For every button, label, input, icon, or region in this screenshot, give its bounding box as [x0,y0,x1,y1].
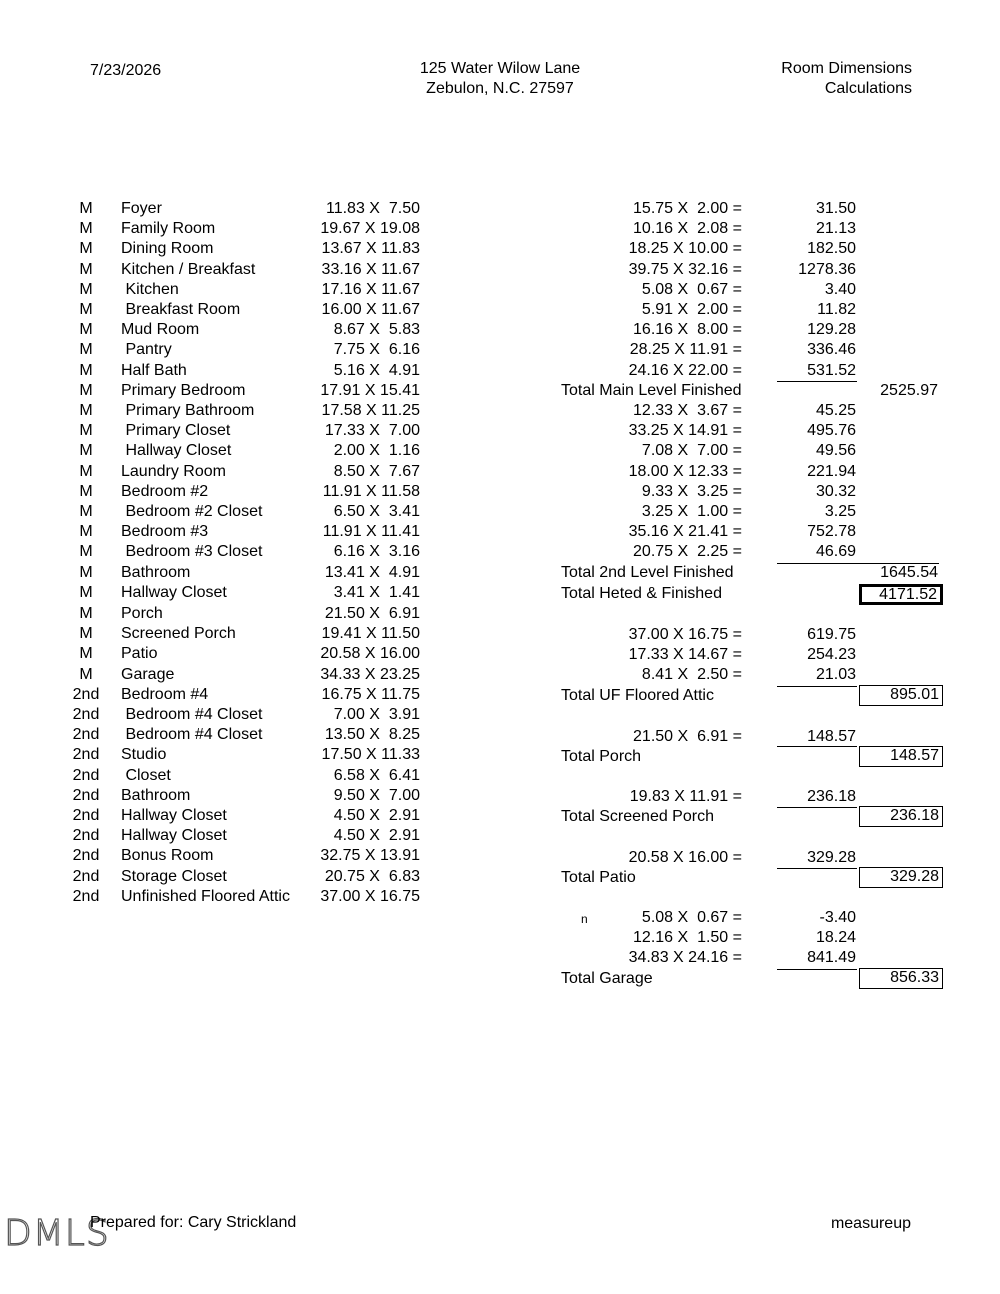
room-dimensions: 6.58 X 6.41 [329,766,420,784]
calc-expression: 5.08 X 0.67 = [637,909,742,926]
calc-value: 49.56 [815,442,856,460]
room-name: Hallway Closet [121,583,227,601]
calc-value: 254.23 [807,646,856,664]
room-dimensions: 20.58 X 16.00 [320,645,420,663]
calc-expression: 19.83 X 11.91 = [629,788,742,806]
calc-expression: 5.08 X 0.67 = [637,280,742,298]
calc-value: 30.32 [815,482,856,500]
room-level: M [79,361,93,379]
room-name: Primary Closet [121,422,231,440]
calc-value: 148.57 [807,727,856,745]
room-level: M [79,503,93,520]
room-name: Garage [121,665,175,683]
calc-expression: 10.16 X 2.08 = [633,220,742,238]
room-dimensions: 13.50 X 8.25 [324,726,420,744]
room-level: M [79,442,93,460]
room-name: Bedroom #4 Closet [121,726,263,744]
room-dimensions: 16.00 X 11.67 [321,301,420,318]
room-level: M [79,422,93,440]
room-dimensions: 17.33 X 7.00 [324,422,420,440]
total-patio-label: Total Patio [561,869,636,886]
room-level: M [79,625,93,643]
room-name: Pantry [121,341,172,359]
sum-underline [777,868,857,869]
total-main-level-label: Total Main Level Finished [561,381,742,399]
calc-expression: 8.41 X 2.50 = [637,666,742,684]
room-level: M [79,563,93,581]
room-dimensions: 8.67 X 5.83 [329,321,420,339]
calc-expression: 18.25 X 10.00 = [628,240,742,258]
room-level: 2nd [72,827,100,845]
calc-value: 221.94 [807,462,856,480]
room-level: M [79,220,93,238]
total-porch-value: 148.57 [859,746,943,767]
room-dimensions: 6.16 X 3.16 [329,543,420,561]
room-level: M [79,260,93,278]
watermark-logo: DMLS [4,1213,110,1254]
room-name: Half Bath [121,361,187,379]
calc-value: -3.40 [819,909,856,926]
room-dimensions: 11.91 X 11.58 [322,482,420,500]
room-name: Hallway Closet [121,442,232,460]
room-dimensions: 19.41 X 11.50 [321,625,420,643]
address-line-1: 125 Water Wilow Lane [419,60,581,77]
room-dimensions: 16.75 X 11.75 [321,685,420,703]
room-level: 2nd [72,847,100,865]
doc-title-line-1: Room Dimensions [781,60,912,77]
calc-value: 752.78 [807,523,856,541]
room-name: Laundry Room [121,462,226,480]
doc-title-line-2: Calculations [824,80,912,97]
calc-expression: 12.33 X 3.67 = [633,402,742,419]
room-level: 2nd [72,706,100,723]
room-dimensions: 7.00 X 3.91 [329,706,420,723]
room-level: M [79,645,93,663]
room-name: Breakfast Room [121,301,241,318]
calc-expression: 12.16 X 1.50 = [633,929,742,947]
total-screened-porch-label: Total Screened Porch [561,808,714,826]
calc-expression: 16.16 X 8.00 = [633,321,742,339]
total-heated-label: Total Heted & Finished [561,584,722,602]
total-heated-value: 4171.52 [859,584,943,605]
address-line-2: Zebulon, N.C. 27597 [426,80,574,97]
room-dimensions: 8.50 X 7.67 [329,462,420,480]
room-level: M [79,321,93,339]
calc-expression: 21.50 X 6.91 = [633,727,742,745]
calc-value: 21.13 [815,220,856,238]
room-dimensions: 11.83 X 7.50 [326,200,420,217]
room-dimensions: 33.16 X 11.67 [321,260,420,278]
room-name: Primary Bathroom [121,402,255,419]
room-level: M [79,341,93,359]
room-name: Bedroom #4 [121,685,209,703]
room-name: Family Room [121,220,216,238]
room-level: M [79,665,93,683]
room-name: Studio [121,746,167,764]
calc-expression: 7.08 X 7.00 = [637,442,742,460]
calc-value: 18.24 [815,929,856,947]
room-dimensions: 7.75 X 6.16 [329,341,420,359]
room-level: M [79,280,93,298]
calc-value: 236.18 [807,788,856,806]
room-dimensions: 11.91 X 11.41 [322,523,420,541]
calc-value: 11.82 [817,301,856,318]
room-name: Hallway Closet [121,807,227,824]
room-name: Kitchen [121,280,179,298]
calc-value: 495.76 [807,422,856,440]
room-level: M [79,605,93,622]
room-name: Bonus Room [121,847,214,865]
room-dimensions: 17.58 X 11.25 [321,402,420,419]
room-dimensions: 20.75 X 6.83 [324,867,420,885]
sum-underline [777,969,857,970]
calc-expression: 15.75 X 2.00 = [633,200,742,217]
total-attic-label: Total UF Floored Attic [561,686,714,704]
sum-underline [777,807,857,808]
room-dimensions: 17.50 X 11.33 [321,746,420,764]
calc-expression: 33.25 X 14.91 = [628,422,742,440]
room-name: Primary Bedroom [121,381,246,399]
room-name: Closet [121,766,171,784]
total-patio-value: 329.28 [859,867,943,888]
sum-underline [777,686,857,687]
room-name: Bedroom #2 [121,482,209,500]
calc-expression: 18.00 X 12.33 = [628,462,742,480]
calc-expression: 20.75 X 2.25 = [633,543,742,561]
room-level: M [79,301,93,318]
room-level: M [79,200,93,217]
room-name: Bathroom [121,786,191,804]
room-level: 2nd [72,746,100,764]
room-name: Bathroom [121,563,191,581]
room-dimensions: 32.75 X 13.91 [320,847,420,865]
calc-value: 619.75 [807,626,856,643]
room-name: Storage Closet [121,867,227,885]
calc-expression: 17.33 X 14.67 = [628,646,742,664]
room-dimensions: 4.50 X 2.91 [329,827,420,845]
room-level: M [79,381,93,399]
calc-expression: 35.16 X 21.41 = [628,523,742,541]
calc-expression: 39.75 X 32.16 = [628,260,742,278]
room-name: Screened Porch [121,625,236,643]
calc-value: 329.28 [807,848,856,866]
calc-expression: 37.00 X 16.75 = [628,626,742,643]
total-porch-label: Total Porch [561,747,642,765]
total-main-level-value: 2525.97 [880,381,938,399]
room-level: 2nd [72,685,100,703]
brand-name: measureup [830,1215,911,1232]
prepared-for: Prepared for: Cary Strickland [90,1214,297,1231]
room-name: Bedroom #4 Closet [121,706,263,723]
calc-value: 45.25 [815,402,856,419]
calc-expression: 24.16 X 22.00 = [628,361,742,379]
room-name: Patio [121,645,158,663]
room-dimensions: 21.50 X 6.91 [324,605,420,622]
room-dimensions: 17.91 X 15.41 [320,381,420,399]
calc-value: 841.49 [807,949,856,967]
calc-value: 129.28 [807,321,856,339]
room-level: M [79,543,93,561]
room-name: Foyer [121,200,162,217]
room-level: M [79,482,93,500]
total-second-level-value: 1645.54 [880,563,938,581]
calc-expression: 9.33 X 3.25 = [637,482,742,500]
document-date: 7/23/2026 [90,62,162,79]
garage-marker: n [581,912,588,926]
total-garage-label: Total Garage [561,969,653,987]
calc-value: 336.46 [807,341,856,359]
calc-expression: 20.58 X 16.00 = [628,848,742,866]
calc-expression: 34.83 X 24.16 = [628,949,742,967]
calc-value: 531.52 [807,361,856,379]
room-dimensions: 37.00 X 16.75 [320,887,420,905]
room-dimensions: 4.50 X 2.91 [329,807,420,824]
total-second-level-label: Total 2nd Level Finished [561,563,734,581]
calc-value: 182.50 [807,240,856,258]
calc-expression: 28.25 X 11.91 = [629,341,742,359]
calc-value: 21.03 [815,666,856,684]
calc-expression: 3.25 X 1.00 = [637,503,742,520]
room-level: M [79,240,93,258]
room-level: 2nd [72,786,100,804]
room-level: 2nd [72,807,100,824]
total-screened-porch-value: 236.18 [859,806,943,827]
room-dimensions: 17.16 X 11.67 [321,280,420,298]
room-level: M [79,462,93,480]
calc-value: 3.40 [824,280,856,298]
room-name: Bedroom #3 [121,523,209,541]
calc-value: 31.50 [815,200,856,217]
room-level: M [79,583,93,601]
sum-underline [777,746,857,747]
room-dimensions: 2.00 X 1.16 [329,442,420,460]
room-name: Bedroom #2 Closet [121,503,263,520]
room-name: Dining Room [121,240,214,258]
room-name: Hallway Closet [121,827,227,845]
calc-value: 3.25 [824,503,856,520]
room-dimensions: 9.50 X 7.00 [329,786,420,804]
room-dimensions: 19.67 X 19.08 [320,220,420,238]
room-dimensions: 3.41 X 1.41 [329,583,420,601]
room-dimensions: 5.16 X 4.91 [329,361,420,379]
room-dimensions: 13.41 X 4.91 [324,563,420,581]
room-dimensions: 6.50 X 3.41 [329,503,420,520]
room-name: Unfinished Floored Attic [121,887,290,905]
room-level: 2nd [72,867,100,885]
room-name: Porch [121,605,163,622]
room-name: Kitchen / Breakfast [121,260,256,278]
room-level: 2nd [72,726,100,744]
room-level: 2nd [72,766,100,784]
calc-value: 46.69 [815,543,856,561]
total-attic-value: 895.01 [859,685,943,706]
room-level: M [79,402,93,419]
room-name: Bedroom #3 Closet [121,543,263,561]
calc-expression: 5.91 X 2.00 = [637,301,742,318]
calc-value: 1278.36 [798,260,856,278]
room-dimensions: 34.33 X 23.25 [320,665,420,683]
room-name: Mud Room [121,321,200,339]
total-garage-value: 856.33 [859,968,943,989]
room-level: M [79,523,93,541]
room-level: 2nd [72,887,100,905]
room-dimensions: 13.67 X 11.83 [321,240,420,258]
